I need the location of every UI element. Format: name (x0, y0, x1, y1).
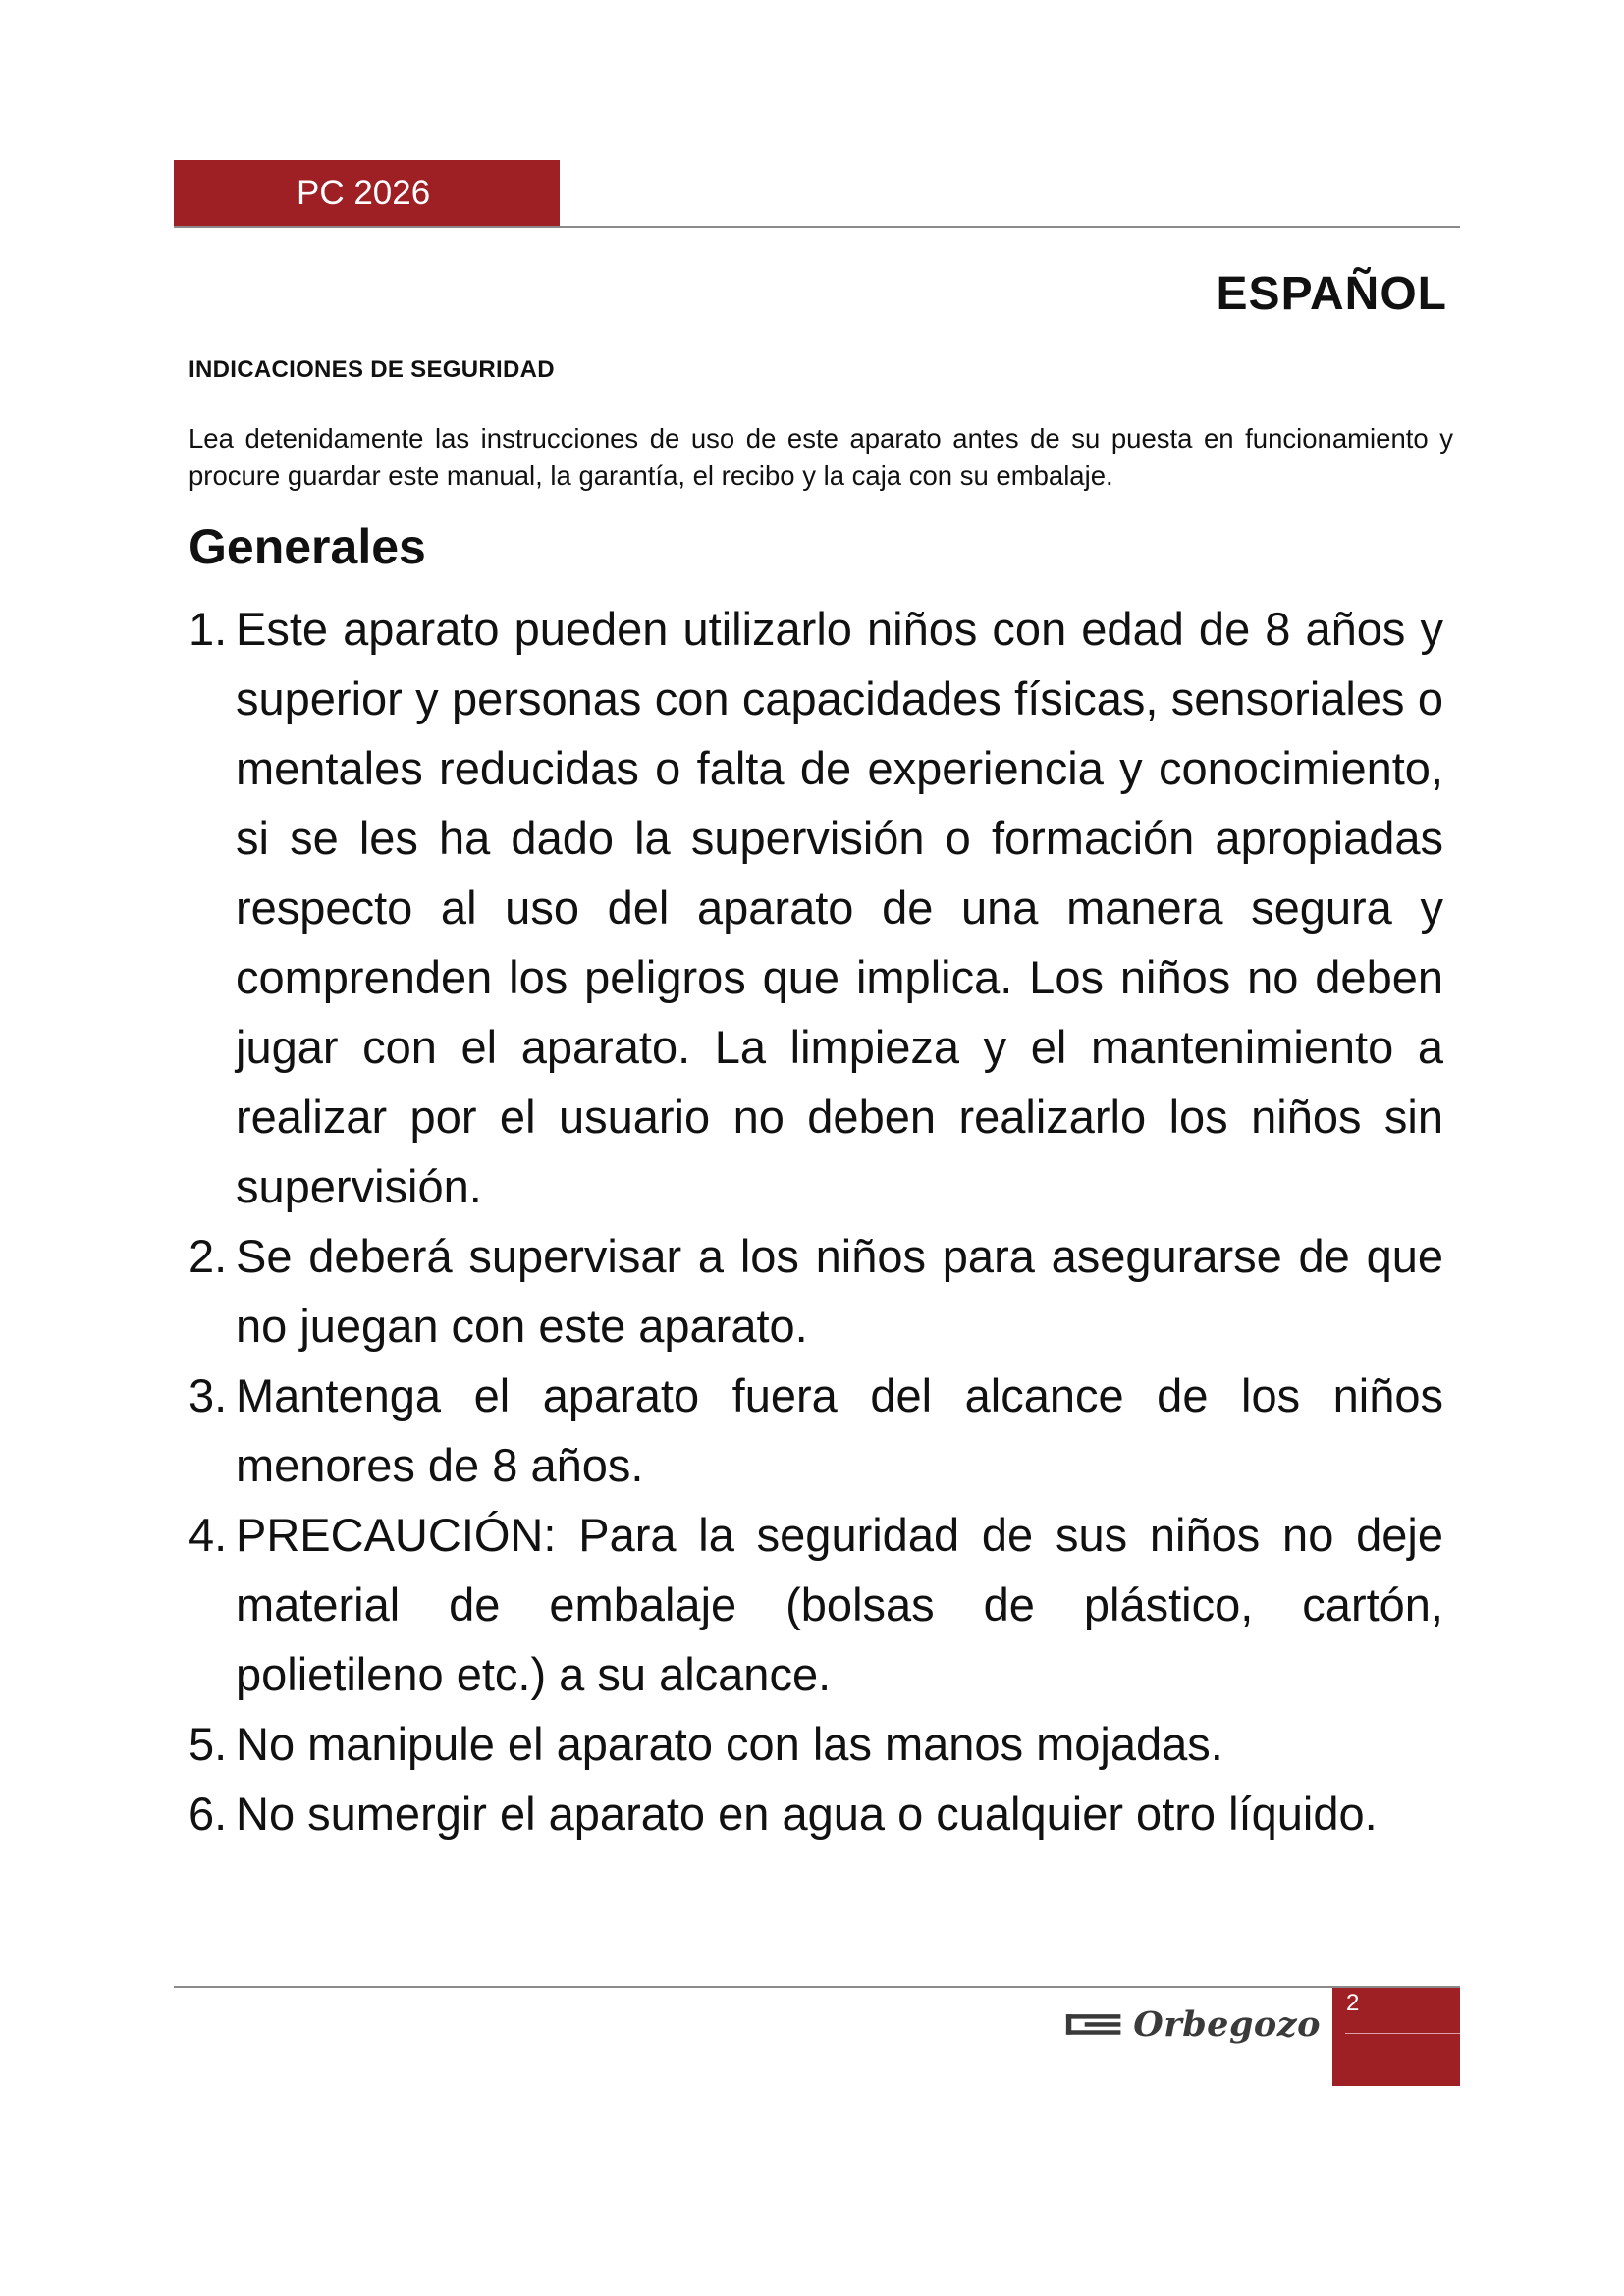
brand-mark-icon (1065, 2009, 1121, 2039)
list-item-text: No sumergir el aparato en agua o cualquier otro líquido. (236, 1788, 1378, 1840)
header-divider (174, 226, 1460, 228)
page-number-rule (1345, 2033, 1460, 2034)
intro-paragraph: Lea detenidamente las instrucciones de uso de este aparato antes de su puesta en funcionamiento y procure guardar este manual, la garantía, el recibo y la caja con su embalaje. (189, 423, 1453, 491)
list-item-number: 6. (189, 1788, 228, 1840)
list-item (189, 594, 1443, 1221)
safety-list (189, 594, 1443, 1848)
list-item-text: PRECAUCIÓN: Para la seguridad de sus niños no deje material de embalaje (bolsas de plástico, cartón, polietileno etc.) a su alcance. (236, 1509, 1443, 1700)
model-label: PC 2026 (297, 174, 431, 212)
brand-logo-text: Orbegozo (1133, 2003, 1321, 2045)
list-item-number: 4. (189, 1509, 228, 1561)
list-item-text: Este aparato pueden utilizarlo niños con edad de 8 años y superior y personas con capacidades físicas, sensoriales o mentales reducidas o falta de experiencia y conocimiento, si se les ha dado la supervisión o formación apropiadas respecto al uso del aparato de una manera segura y comprenden los peligros que implica. Los niños no deben jugar con el aparato. La limpieza y el mantenimiento a realizar por el usuario no deben realizarlo los niños sin supervisión. (236, 603, 1443, 1212)
footer-divider (174, 1986, 1460, 1988)
list-item (189, 1709, 1443, 1779)
list-item-number: 5. (189, 1718, 228, 1770)
list-item (189, 1361, 1443, 1500)
language-heading: ESPAÑOL (1216, 268, 1447, 320)
list-item (189, 1221, 1443, 1361)
list-item-number: 3. (189, 1369, 228, 1421)
brand-logo (1065, 2004, 1321, 2044)
list-item (189, 1779, 1443, 1848)
section-title: INDICACIONES DE SEGURIDAD (189, 356, 555, 383)
page-number: 2 (1346, 1990, 1360, 2016)
list-item (189, 1500, 1443, 1709)
list-item-text: No manipule el aparato con las manos mojadas. (236, 1718, 1223, 1770)
generales-heading: Generales (189, 519, 426, 574)
list-item-text: Se deberá supervisar a los niños para asegurarse de que no juegan con este aparato. (236, 1230, 1443, 1352)
model-header-tab (174, 160, 560, 227)
list-item-number: 2. (189, 1230, 228, 1282)
page-number-box (1332, 1988, 1460, 2086)
list-item-text: Mantenga el aparato fuera del alcance de los niños menores de 8 años. (236, 1369, 1443, 1491)
list-item-number: 1. (189, 603, 228, 655)
